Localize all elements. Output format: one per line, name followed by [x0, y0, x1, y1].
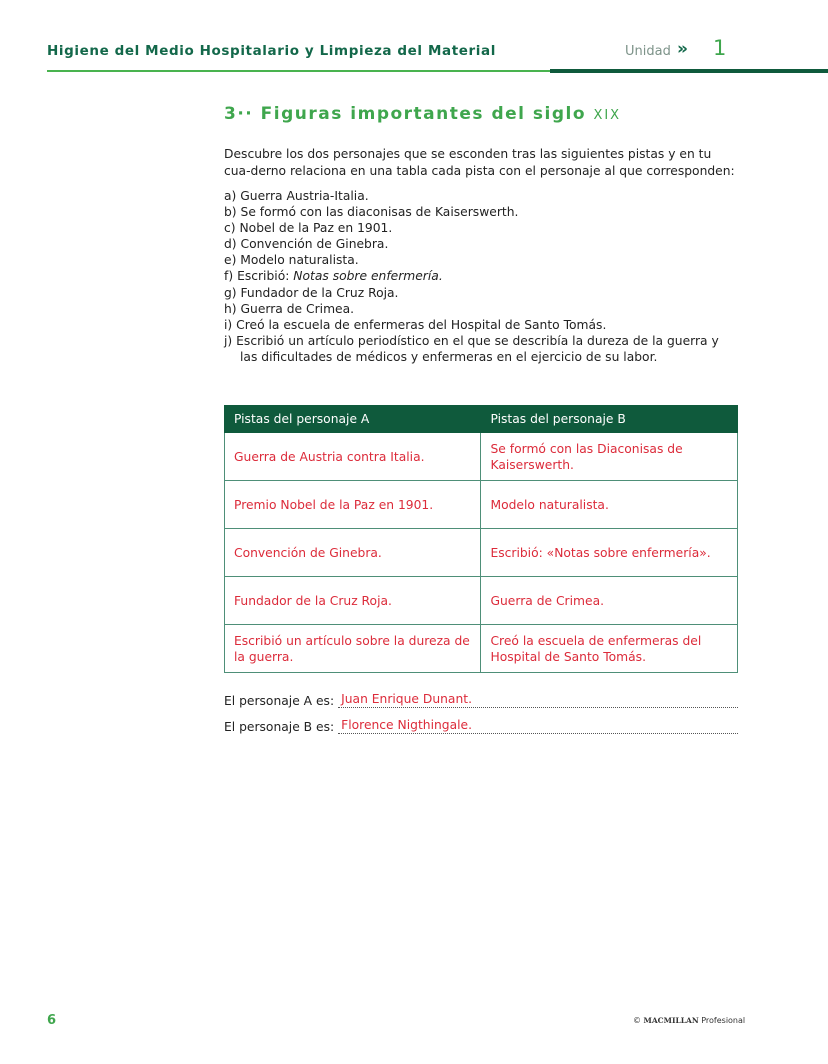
unit-label: Unidad: [625, 44, 671, 59]
table-row: [225, 625, 738, 673]
table-cell: Se formó con las Diaconisas de Kaiserswerth.: [481, 433, 738, 481]
clue-item: h) Guerra de Crimea.: [224, 301, 355, 316]
result-label: El personaje B es:: [224, 720, 335, 734]
answer-table: [224, 405, 738, 673]
header-rule-light: [47, 70, 550, 72]
column-header-a: Pistas del personaje A: [225, 406, 481, 433]
table-cell: Fundador de la Cruz Roja.: [225, 577, 481, 625]
header-rule-dark: [550, 69, 828, 73]
copyright-notice: [633, 1016, 745, 1025]
unit-number: 1: [713, 36, 727, 60]
copyright-icon: ©: [633, 1016, 641, 1025]
page-number: 6: [47, 1013, 57, 1028]
table-cell: Guerra de Crimea.: [481, 577, 738, 625]
clue-item: i) Creó la escuela de enfermeras del Hospital de Santo Tomás.: [224, 317, 607, 332]
section-title: [224, 104, 621, 124]
clue-item: j) Escribió un artículo periodístico en el que se describía la dureza de la guerra y las dificultades de médicos y enfermeras en el ejercicio de su labor.: [224, 333, 719, 364]
table-cell: Escribió: «Notas sobre enfermería».: [481, 529, 738, 577]
publisher-suffix: Profesional: [701, 1016, 746, 1025]
table-cell: Escribió un artículo sobre la dureza de la guerra.: [225, 625, 481, 673]
column-header-b: Pistas del personaje B: [481, 406, 738, 433]
section-century: XIX: [593, 108, 622, 123]
table-cell: Premio Nobel de la Paz en 1901.: [225, 481, 481, 529]
publisher-name: MACMILLAN: [643, 1016, 699, 1025]
book-title: Higiene del Medio Hospitalario y Limpieza del Material: [47, 43, 496, 59]
clue-item: f) Escribió: Notas sobre enfermería.: [224, 269, 443, 284]
section-heading: Figuras importantes del siglo: [260, 104, 587, 124]
chevron-right-double-icon: »: [677, 39, 686, 59]
clue-item: b) Se formó con las diaconisas de Kaiserswerth.: [224, 205, 519, 220]
clue-item: c) Nobel de la Paz en 1901.: [224, 221, 393, 236]
result-answer-field[interactable]: Florence Nigthingale.: [338, 718, 738, 734]
table-cell: Guerra de Austria contra Italia.: [225, 433, 481, 481]
clue-item: g) Fundador de la Cruz Roja.: [224, 285, 399, 300]
result-answer-field[interactable]: Juan Enrique Dunant.: [338, 692, 738, 708]
clue-list: [224, 188, 740, 365]
table-row: [225, 433, 738, 481]
table-cell: Creó la escuela de enfermeras del Hospital de Santo Tomás.: [481, 625, 738, 673]
table-row: [225, 481, 738, 529]
exercise-instructions: Descubre los dos personajes que se esconden tras las siguientes pistas y en tu cua-derno relaciona en una tabla cada pista con el personaje al que corresponden:: [224, 147, 735, 178]
table-cell: Convención de Ginebra.: [225, 529, 481, 577]
clue-item: e) Modelo naturalista.: [224, 253, 359, 268]
table-row: [225, 577, 738, 625]
clue-item: d) Convención de Ginebra.: [224, 237, 389, 252]
result-line-b: [224, 718, 738, 734]
clue-item: a) Guerra Austria-Italia.: [224, 189, 369, 203]
table-cell: Modelo naturalista.: [481, 481, 738, 529]
section-number: 3··: [224, 104, 254, 124]
result-label: El personaje A es:: [224, 694, 335, 708]
table-header-row: [225, 406, 738, 433]
table-row: [225, 529, 738, 577]
result-line-a: [224, 692, 738, 708]
